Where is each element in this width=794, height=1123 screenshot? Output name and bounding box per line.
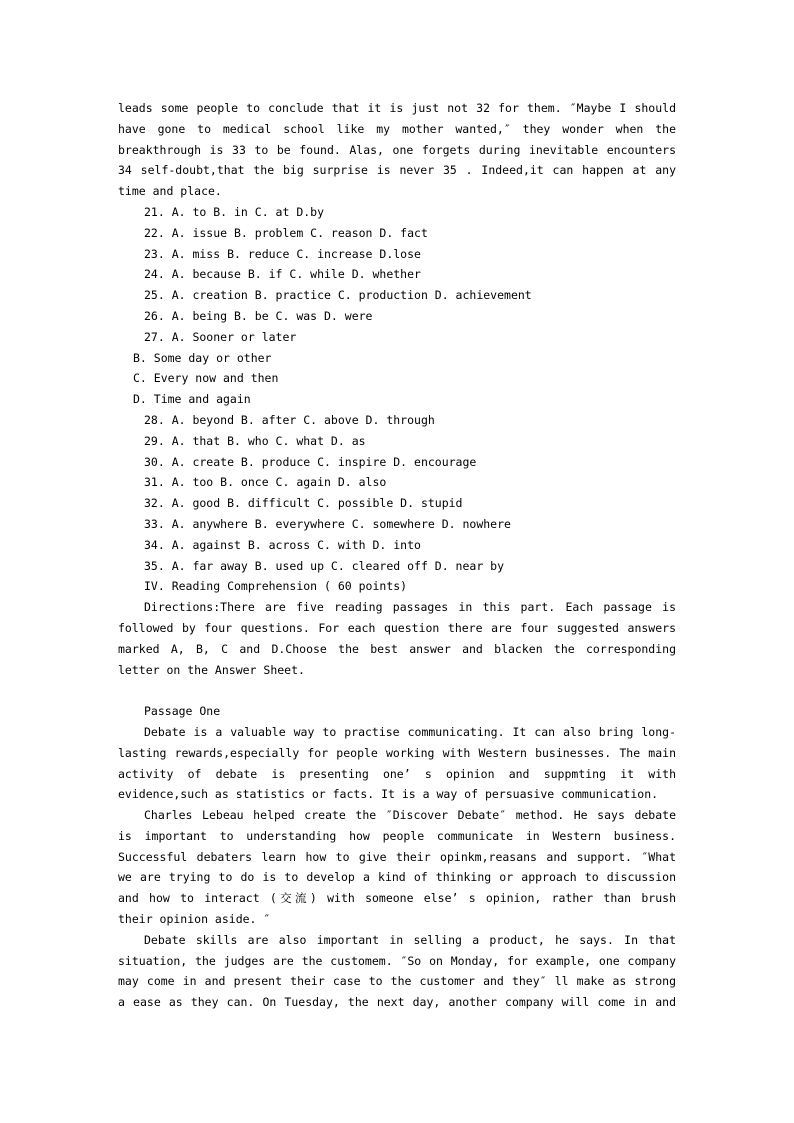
passage-text-line: their opinion aside. ″ <box>118 912 271 927</box>
passage-text-line: may come in and present their case to the customer and they″ ll make as strong <box>118 974 676 989</box>
passage-text-line: evidence,such as statistics or facts. It is a way of persuasive communication. <box>118 787 659 802</box>
passage-text-line: situation, the judges are the customem. ″So on Monday, for example, one company <box>118 953 676 968</box>
directions-line: marked A, B, C and D.Choose the best answer and blacken the corresponding <box>118 641 676 656</box>
passage-text-line: Debate skills are also important in selling a product, he says. In that <box>144 932 676 947</box>
question-options-line: 30. A. create B. produce C. inspire D. encourage <box>144 454 477 469</box>
passage-text-line: Successful debaters learn how to give their opinkm,reasans and support. ″What <box>118 849 676 864</box>
question-options-line: 34. A. against B. across C. with D. into <box>144 537 421 552</box>
passage-text-line: a ease as they can. On Tuesday, the next day, another company will come in and <box>118 995 676 1010</box>
passage-text-line: lasting rewards,especially for people working with Western businesses. The main <box>118 745 676 760</box>
cloze-text-line: breakthrough is 33 to be found. Alas, one forgets during inevitable encounters <box>118 142 676 157</box>
cloze-text-line: have gone to medical school like my mother wanted,″ they wonder when the <box>118 121 676 136</box>
passage-text-line: is important to understanding how people communicate in Western business. <box>118 828 676 843</box>
section-heading: IV. Reading Comprehension ( 60 points) <box>144 579 408 594</box>
directions-line: letter on the Answer Sheet. <box>118 662 305 677</box>
question-options-line: 22. A. issue B. problem C. reason D. fact <box>144 225 428 240</box>
option-line: C. Every now and then <box>133 371 279 386</box>
question-options-line: 23. A. miss B. reduce C. increase D.lose <box>144 246 421 261</box>
directions-line: followed by four questions. For each question there are four suggested answers <box>118 620 676 635</box>
question-options-line: 25. A. creation B. practice C. production D. achievement <box>144 288 532 303</box>
passage-text-line: Debate is a valuable way to practise communicating. It can also bring long- <box>144 724 676 739</box>
question-options-line: 31. A. too B. once C. again D. also <box>144 475 387 490</box>
document-page <box>118 98 676 1013</box>
passage-text-line: activity of debate is presenting one’ s opinion and suppmting it with <box>118 766 676 781</box>
cloze-text-line: 34 self-doubt,that the big surprise is never 35 . Indeed,it can happen at any <box>118 163 676 178</box>
question-options-line: 28. A. beyond B. after C. above D. through <box>144 412 435 427</box>
option-line: B. Some day or other <box>133 350 272 365</box>
blank-line <box>118 680 676 701</box>
question-options-line: 21. A. to B. in C. at D.by <box>144 204 325 219</box>
cloze-text-line: time and place. <box>118 184 222 199</box>
question-options-line: 33. A. anywhere B. everywhere C. somewhere D. nowhere <box>144 516 511 531</box>
question-options-line: 29. A. that B. who C. what D. as <box>144 433 366 448</box>
question-options-line: 32. A. good B. difficult C. possible D. stupid <box>144 496 463 511</box>
passage-text-line: Charles Lebeau helped create the ″Discover Debate″ method. He says debate <box>144 808 676 823</box>
question-options-line: 35. A. far away B. used up C. cleared off D. near by <box>144 558 505 573</box>
passage-text-line: and how to interact (交流) with someone else’ s opinion, rather than brush <box>118 891 676 906</box>
question-options-line: 24. A. because B. if C. while D. whether <box>144 267 421 282</box>
cloze-text-line: leads some people to conclude that it is just not 32 for them. ″Maybe I should <box>118 101 676 115</box>
directions-line: Directions:There are five reading passages in this part. Each passage is <box>144 600 676 615</box>
question-options-line: 27. A. Sooner or later <box>144 329 297 344</box>
passage-text-line: we are trying to do is to develop a kind of thinking or approach to discussion <box>118 870 676 885</box>
question-options-line: 26. A. being B. be C. was D. were <box>144 308 373 323</box>
option-line: D. Time and again <box>133 392 251 407</box>
passage-title: Passage One <box>144 704 221 719</box>
